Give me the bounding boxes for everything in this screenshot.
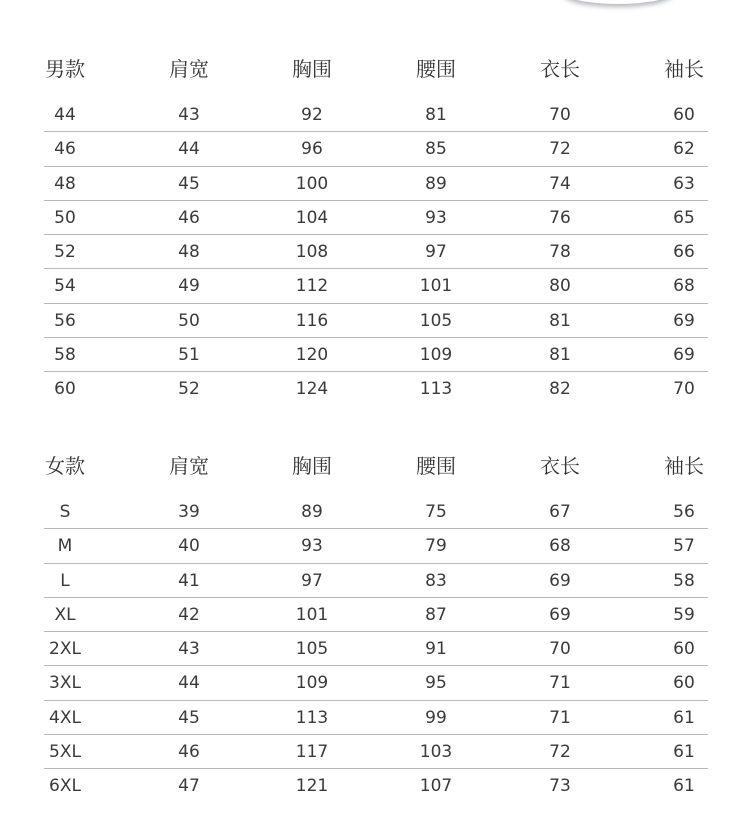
table-cell: 54 <box>54 276 76 297</box>
table-cell: 70 <box>549 105 571 125</box>
table-cell: 78 <box>549 242 571 263</box>
table-cell: L <box>60 570 70 591</box>
men-header-cell: 腰围 <box>416 57 456 81</box>
table-cell: 61 <box>673 707 695 728</box>
table-cell: 80 <box>549 276 571 297</box>
table-cell: 58 <box>54 345 76 366</box>
table-row <box>0 632 750 666</box>
table-cell: 50 <box>54 207 76 228</box>
table-cell: 83 <box>425 570 447 591</box>
table-cell: 46 <box>178 207 200 228</box>
table-cell: 89 <box>301 502 323 522</box>
table-cell: 87 <box>425 604 447 625</box>
table-row <box>0 201 750 235</box>
table-cell: 48 <box>178 242 200 263</box>
table-cell: 76 <box>549 207 571 228</box>
table-row <box>0 372 750 406</box>
men-header-cell: 肩宽 <box>169 57 209 81</box>
table-cell: 69 <box>673 310 695 331</box>
table-cell: 121 <box>295 776 329 797</box>
table-cell: 46 <box>54 139 76 160</box>
table-cell: 100 <box>295 173 329 194</box>
table-cell: 50 <box>178 310 200 331</box>
table-cell: 109 <box>419 345 453 366</box>
table-cell: 97 <box>301 570 323 591</box>
men-header-cell: 袖长 <box>664 57 704 81</box>
table-cell: 44 <box>178 673 200 694</box>
table-cell: 67 <box>549 502 571 522</box>
table-cell: 120 <box>295 345 329 366</box>
table-cell: 6XL <box>49 776 81 797</box>
table-cell: 60 <box>673 639 695 660</box>
table-row <box>0 769 750 803</box>
table-cell: 103 <box>419 742 453 763</box>
table-cell: 116 <box>295 310 329 331</box>
table-cell: 58 <box>673 570 695 591</box>
women-header-cell: 袖长 <box>664 454 704 478</box>
table-cell: M <box>57 536 73 557</box>
table-row <box>0 598 750 632</box>
table-cell: 71 <box>549 673 571 694</box>
table-cell: 60 <box>673 673 695 694</box>
table-cell: 61 <box>673 742 695 763</box>
table-row <box>0 235 750 269</box>
table-cell: 44 <box>178 139 200 160</box>
table-cell: 48 <box>54 173 76 194</box>
table-cell: 59 <box>673 604 695 625</box>
table-cell: 117 <box>295 742 329 763</box>
table-row <box>0 338 750 372</box>
table-cell: 71 <box>549 707 571 728</box>
table-row <box>0 98 750 132</box>
table-cell: 69 <box>673 345 695 366</box>
table-cell: 57 <box>673 536 695 557</box>
table-cell: 124 <box>295 379 329 400</box>
table-cell: 95 <box>425 673 447 694</box>
table-cell: 75 <box>425 502 447 522</box>
table-cell: 74 <box>549 173 571 194</box>
table-cell: 46 <box>178 742 200 763</box>
table-cell: 5XL <box>49 742 81 763</box>
table-cell: 112 <box>295 276 329 297</box>
table-cell: 45 <box>178 707 200 728</box>
women-header-cell: 肩宽 <box>169 454 209 478</box>
table-cell: 42 <box>178 604 200 625</box>
women-header-cell: 胸围 <box>292 454 332 478</box>
table-cell: 104 <box>295 207 329 228</box>
table-cell: 43 <box>178 639 200 660</box>
table-cell: 73 <box>549 776 571 797</box>
table-cell: 60 <box>54 379 76 400</box>
women-header-cell: 女款 <box>45 454 85 478</box>
table-cell: 56 <box>54 310 76 331</box>
table-row <box>0 167 750 201</box>
table-cell: 43 <box>178 105 200 125</box>
table-cell: S <box>59 502 71 522</box>
women-size-table <box>0 447 750 804</box>
table-cell: 99 <box>425 707 447 728</box>
table-row <box>0 529 750 563</box>
table-cell: 39 <box>178 502 200 522</box>
table-cell: 49 <box>178 276 200 297</box>
decorative-shadow-shape <box>562 0 674 4</box>
table-row <box>0 564 750 598</box>
table-cell: 108 <box>295 242 329 263</box>
table-cell: 69 <box>549 604 571 625</box>
table-cell: 66 <box>673 242 695 263</box>
table-cell: 70 <box>673 379 695 400</box>
table-cell: XL <box>54 604 76 625</box>
table-cell: 51 <box>178 345 200 366</box>
men-header-cell: 男款 <box>45 57 85 81</box>
table-cell: 40 <box>178 536 200 557</box>
women-header-cell: 腰围 <box>416 454 456 478</box>
table-cell: 2XL <box>49 639 81 660</box>
table-cell: 105 <box>419 310 453 331</box>
table-cell: 68 <box>549 536 571 557</box>
table-row <box>0 701 750 735</box>
table-cell: 52 <box>178 379 200 400</box>
table-cell: 101 <box>295 604 329 625</box>
table-cell: 45 <box>178 173 200 194</box>
table-cell: 44 <box>54 105 76 125</box>
table-cell: 107 <box>419 776 453 797</box>
table-cell: 4XL <box>49 707 81 728</box>
table-cell: 79 <box>425 536 447 557</box>
men-header-row <box>0 50 750 88</box>
men-size-table <box>0 50 750 407</box>
table-cell: 113 <box>295 707 329 728</box>
table-cell: 81 <box>549 310 571 331</box>
women-header-row <box>0 447 750 485</box>
table-cell: 61 <box>673 776 695 797</box>
table-row <box>0 269 750 303</box>
table-cell: 91 <box>425 639 447 660</box>
table-cell: 3XL <box>49 673 81 694</box>
table-cell: 70 <box>549 639 571 660</box>
men-header-cell: 衣长 <box>540 57 580 81</box>
table-cell: 41 <box>178 570 200 591</box>
table-cell: 85 <box>425 139 447 160</box>
table-cell: 109 <box>295 673 329 694</box>
women-rows <box>0 495 750 804</box>
table-cell: 93 <box>301 536 323 557</box>
table-row <box>0 132 750 166</box>
table-cell: 96 <box>301 139 323 160</box>
table-cell: 92 <box>301 105 323 125</box>
table-row <box>0 495 750 529</box>
table-cell: 62 <box>673 139 695 160</box>
table-cell: 82 <box>549 379 571 400</box>
table-cell: 56 <box>673 502 695 522</box>
table-cell: 63 <box>673 173 695 194</box>
table-cell: 65 <box>673 207 695 228</box>
table-cell: 81 <box>425 105 447 125</box>
table-row <box>0 666 750 700</box>
table-cell: 52 <box>54 242 76 263</box>
table-cell: 105 <box>295 639 329 660</box>
table-cell: 81 <box>549 345 571 366</box>
table-row <box>0 735 750 769</box>
table-cell: 68 <box>673 276 695 297</box>
women-header-cell: 衣长 <box>540 454 580 478</box>
table-cell: 113 <box>419 379 453 400</box>
table-cell: 47 <box>178 776 200 797</box>
table-row <box>0 304 750 338</box>
men-rows <box>0 98 750 407</box>
table-cell: 60 <box>673 105 695 125</box>
table-cell: 97 <box>425 242 447 263</box>
men-header-cell: 胸围 <box>292 57 332 81</box>
table-cell: 72 <box>549 742 571 763</box>
table-cell: 101 <box>419 276 453 297</box>
table-cell: 72 <box>549 139 571 160</box>
table-cell: 69 <box>549 570 571 591</box>
table-cell: 89 <box>425 173 447 194</box>
table-cell: 93 <box>425 207 447 228</box>
